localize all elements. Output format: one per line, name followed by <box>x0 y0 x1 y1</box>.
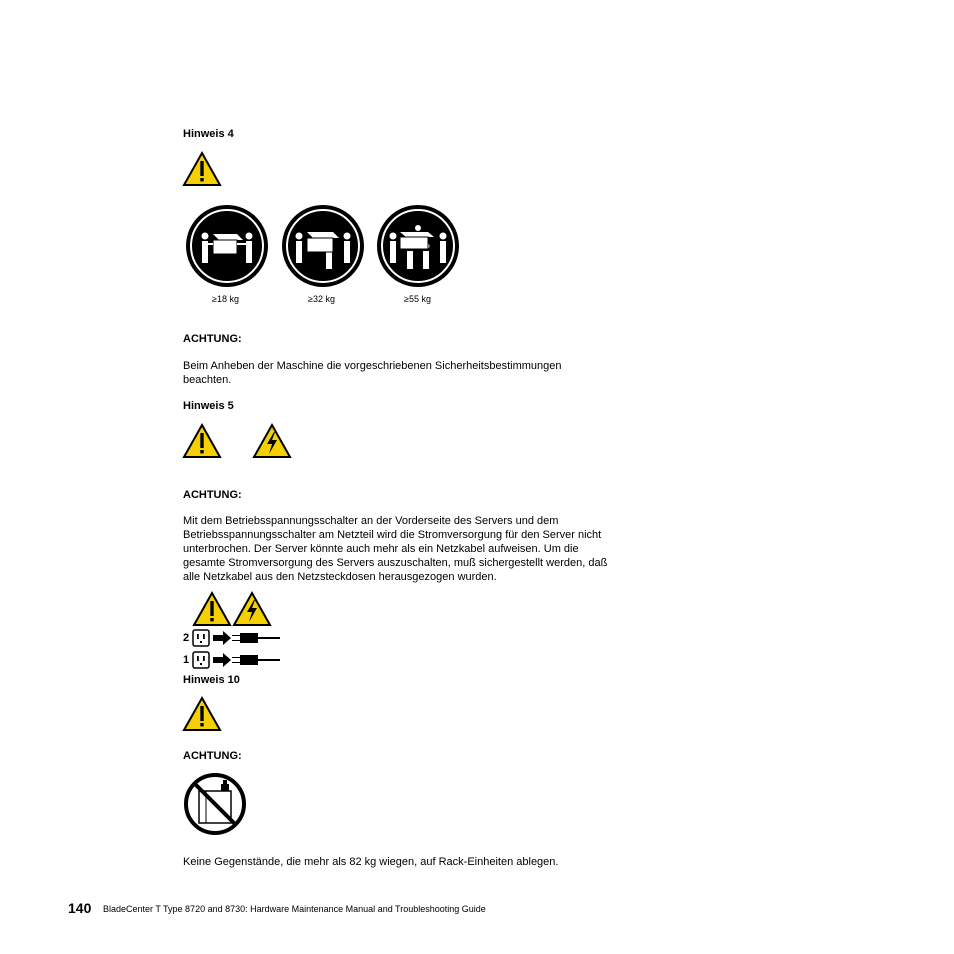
outlet-number: 2 <box>183 632 190 644</box>
notice10-text: Keine Gegenstände, die mehr als 82 kg wiegen, auf Rack-Einheiten ablegen. <box>183 856 559 868</box>
weight-label: ≥32 kg <box>308 294 335 304</box>
outlet-number: 1 <box>183 654 190 666</box>
lifting-icon <box>376 204 460 288</box>
notice5-caution-label: ACHTUNG: <box>183 489 242 501</box>
weight-label: ≥55 kg <box>404 294 431 304</box>
lifting-icon <box>185 204 269 288</box>
notice5-text: Mit dem Betriebsspannungsschalter an der Vorderseite des Servers und dem Betriebsspannungsschalter am Netzteil wird die Stromversorgung für den Server nicht unterbrochen. Der Server könnte auch mehr als ein Netzkabel aufweisen. Um die gesamte Stromversorgung des Servers auszuschalten, muß sichergestellt werden, daß alle Netzkabel aus den Netzsteckdosen herausgezogen wurden. <box>183 515 608 583</box>
notice4-caution-label: ACHTUNG: <box>183 333 242 345</box>
warning-triangle-icon <box>183 152 221 186</box>
notice10-heading: Hinweis 10 <box>183 674 240 686</box>
notice4-text: Beim Anheben der Maschine die vorgeschriebenen Sicherheitsbestimmungen beachten. <box>183 360 562 386</box>
warning-triangle-icon <box>193 592 231 626</box>
notice4-heading: Hinweis 4 <box>183 128 234 140</box>
electrical-hazard-icon <box>233 592 271 626</box>
power-outlet-icon <box>193 652 209 668</box>
warning-triangle-icon <box>183 424 221 458</box>
power-outlet-icon <box>193 630 209 646</box>
power-plug-icon <box>232 655 280 665</box>
weight-label: ≥18 kg <box>212 294 239 304</box>
lifting-icon <box>281 204 365 288</box>
no-load-on-rack-icon <box>183 772 247 836</box>
notice5-heading: Hinweis 5 <box>183 400 234 412</box>
warning-triangle-icon <box>183 697 221 731</box>
power-plug-icon <box>232 633 280 643</box>
outlet-row <box>192 651 282 669</box>
footer-title: BladeCenter T Type 8720 and 8730: Hardware Maintenance Manual and Troubleshooting Guide <box>103 904 486 914</box>
outlet-row <box>192 629 282 647</box>
electrical-hazard-icon <box>253 424 291 458</box>
page-number: 140 <box>68 900 92 916</box>
notice10-caution-label: ACHTUNG: <box>183 750 242 762</box>
